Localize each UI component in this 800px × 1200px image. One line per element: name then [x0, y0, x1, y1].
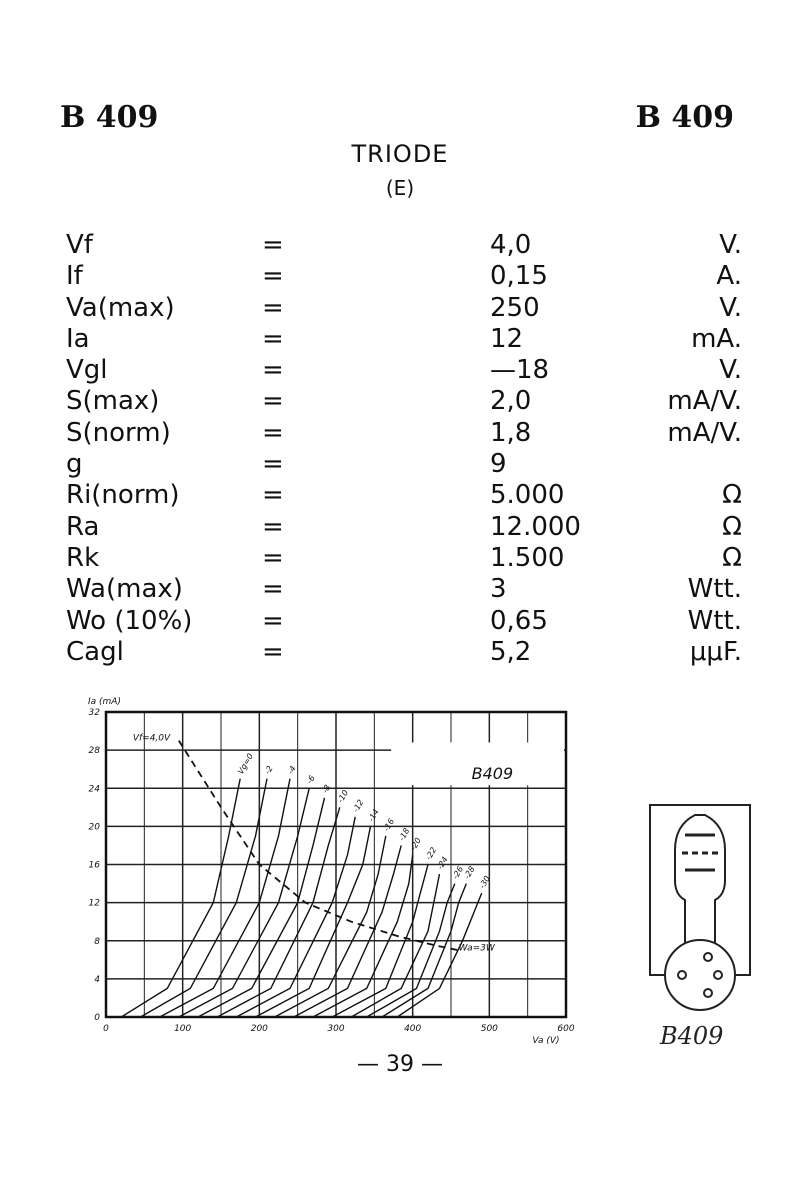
- spec-unit: V.: [719, 355, 742, 386]
- spec-symbol: g: [66, 449, 83, 480]
- spec-equals: =: [262, 323, 284, 354]
- series-line: [382, 884, 466, 1017]
- series-label: -20: [408, 836, 423, 852]
- header-left-title: B 409: [60, 100, 159, 135]
- series-label: -26: [450, 864, 466, 881]
- tube-type-subtitle: (E): [385, 176, 415, 200]
- x-tick-label: 600: [557, 1024, 575, 1034]
- series-label: -2: [262, 764, 275, 776]
- spec-value: 1,8: [490, 417, 532, 448]
- spec-row: [66, 386, 742, 417]
- tube-base-circle: [665, 940, 735, 1010]
- series-label: -24: [435, 855, 450, 872]
- y-tick-label: 8: [94, 936, 100, 947]
- spec-unit: Ω: [722, 542, 742, 573]
- spec-row: [66, 293, 742, 324]
- spec-symbol: If: [66, 261, 83, 292]
- spec-value: 12: [490, 323, 524, 354]
- spec-equals: =: [262, 292, 284, 323]
- spec-value: 3: [490, 574, 507, 605]
- spec-value: —18: [490, 355, 550, 386]
- spec-equals: =: [262, 417, 284, 448]
- y-tick-label: 4: [94, 974, 100, 985]
- spec-equals: =: [262, 261, 284, 292]
- spec-value: 250: [490, 292, 540, 323]
- series-line: [351, 874, 439, 1017]
- spec-value: 5,2: [490, 636, 532, 667]
- spec-equals: =: [262, 511, 284, 542]
- spec-unit: mA/V.: [667, 386, 742, 417]
- y-tick-label: 24: [88, 784, 100, 795]
- spec-equals: =: [262, 636, 284, 667]
- spec-value: 9: [490, 449, 507, 480]
- series-line: [198, 798, 325, 1017]
- series-label: -8: [320, 783, 333, 795]
- spec-symbol: Cagl: [66, 636, 124, 667]
- spec-unit: mA.: [691, 323, 742, 354]
- x-tick-label: 400: [404, 1024, 422, 1034]
- series-line: [397, 893, 481, 1017]
- series-line: [367, 884, 455, 1017]
- spec-equals: =: [262, 574, 284, 605]
- spec-unit: mA/V.: [667, 417, 742, 448]
- spec-value: 1.500: [490, 542, 565, 573]
- spec-row: [66, 324, 742, 355]
- spec-symbol: Ra: [66, 511, 100, 542]
- series-label: -12: [351, 798, 366, 814]
- pin-4: [704, 989, 712, 997]
- spec-equals: =: [262, 542, 284, 573]
- spec-symbol: Ia: [66, 323, 90, 354]
- spec-symbol: Va(max): [66, 292, 175, 323]
- spec-equals: =: [262, 480, 284, 511]
- y-axis-label: Ia (mA): [88, 697, 121, 707]
- chart-title: B409: [471, 764, 514, 784]
- x-tick-label: 0: [103, 1024, 109, 1034]
- spec-unit: μμF.: [689, 636, 742, 667]
- spec-row: [66, 449, 742, 480]
- spec-unit: Wtt.: [687, 605, 742, 636]
- spec-row: [66, 261, 742, 292]
- y-tick-label: 0: [94, 1013, 100, 1023]
- spec-symbol: Vf: [66, 230, 93, 260]
- y-tick-label: 20: [88, 822, 100, 833]
- spec-equals: =: [262, 386, 284, 417]
- y-tick-label: 28: [88, 746, 100, 757]
- series-label: -16: [381, 817, 397, 833]
- x-axis-label: Va (V): [532, 1036, 560, 1046]
- spec-row: [66, 480, 742, 511]
- spec-equals: =: [262, 605, 284, 636]
- tube-pinout-diagram: [630, 795, 750, 1020]
- spec-unit: Ω: [722, 511, 742, 542]
- y-tick-label: 32: [88, 708, 100, 718]
- series-label: -30: [477, 874, 492, 891]
- x-tick-label: 500: [480, 1024, 498, 1034]
- x-tick-label: 300: [327, 1024, 345, 1034]
- spec-equals: =: [262, 355, 284, 386]
- spec-value: 12.000: [490, 511, 581, 542]
- y-tick-label: 12: [88, 898, 100, 909]
- spec-value: 2,0: [490, 386, 532, 417]
- pin-1: [678, 971, 686, 979]
- spec-row: [66, 574, 742, 605]
- tube-diagram-caption: B409: [660, 1022, 724, 1050]
- characteristic-chart: [66, 690, 575, 1050]
- series-label: -10: [335, 788, 351, 805]
- tube-type-title: TRIODE: [351, 140, 449, 168]
- spec-symbol: Wa(max): [66, 574, 183, 605]
- spec-unit: V.: [719, 230, 742, 260]
- series-line: [121, 779, 240, 1017]
- series-label: -6: [305, 773, 317, 786]
- series-label: -18: [397, 826, 412, 843]
- spec-symbol: Ri(norm): [66, 480, 180, 511]
- x-tick-label: 100: [174, 1024, 192, 1034]
- spec-row: [66, 355, 742, 386]
- spec-symbol: Vgl: [66, 355, 108, 386]
- y-tick-label: 16: [88, 860, 100, 871]
- spec-unit: A.: [716, 261, 742, 292]
- spec-symbol: S(norm): [66, 417, 171, 448]
- pin-2: [704, 953, 712, 961]
- pin-3: [714, 971, 722, 979]
- x-tick-label: 200: [250, 1024, 268, 1034]
- spec-value: 5.000: [490, 480, 565, 511]
- spec-symbol: Rk: [66, 542, 100, 573]
- series-line: [236, 817, 355, 1017]
- spec-value: 0,15: [490, 261, 548, 292]
- series-label: Vg=0: [236, 751, 256, 776]
- series-label: -4: [285, 764, 298, 776]
- header-right-title: B 409: [635, 100, 734, 135]
- spec-value: 0,65: [490, 605, 548, 636]
- spec-unit: Ω: [722, 480, 742, 511]
- series-line: [294, 845, 401, 1017]
- spec-unit: V.: [719, 292, 742, 323]
- spec-table: [66, 230, 742, 668]
- spec-row: [66, 230, 742, 261]
- spec-row: [66, 637, 742, 668]
- chart-annotation: Vf=4,0V: [132, 733, 171, 744]
- series-line: [217, 807, 340, 1017]
- series-label: -28: [462, 864, 477, 881]
- spec-row: [66, 606, 742, 637]
- spec-row: [66, 543, 742, 574]
- spec-equals: =: [262, 230, 284, 260]
- spec-unit: Wtt.: [687, 574, 742, 605]
- spec-equals: =: [262, 449, 284, 480]
- spec-row: [66, 418, 742, 449]
- series-line: [141, 779, 268, 1017]
- spec-value: 4,0: [490, 230, 532, 260]
- chart-annotation: Wa=3W: [458, 943, 495, 954]
- series-label: -14: [366, 807, 381, 824]
- page-number: — 39 —: [357, 1052, 443, 1077]
- spec-row: [66, 512, 742, 543]
- spec-symbol: S(max): [66, 386, 160, 417]
- series-line: [275, 836, 386, 1017]
- spec-symbol: Wo (10%): [66, 605, 193, 636]
- series-label: -22: [423, 845, 439, 862]
